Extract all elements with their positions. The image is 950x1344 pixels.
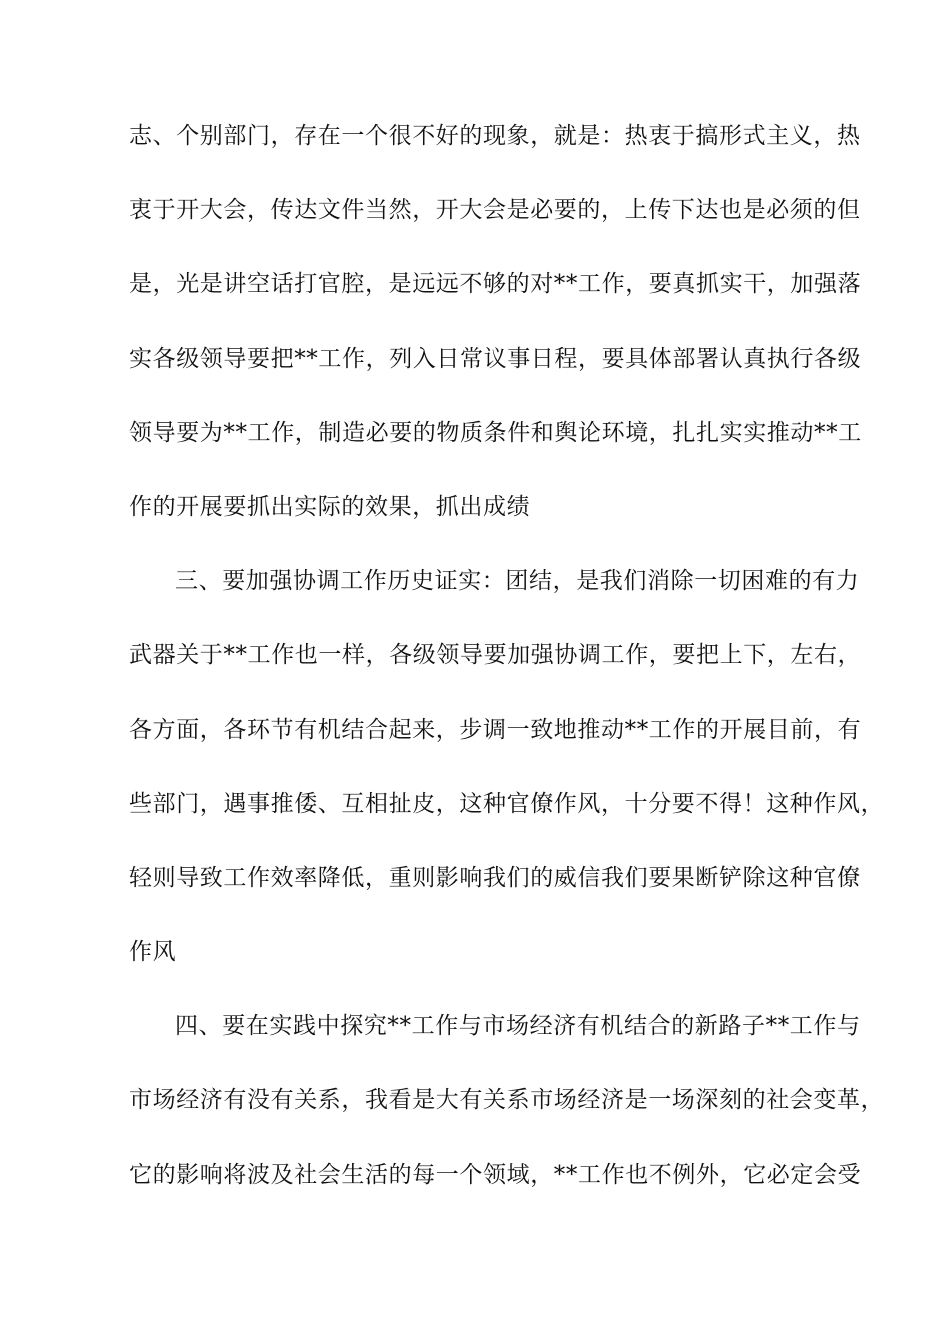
- paragraph-2-line-6: 作风: [129, 939, 177, 966]
- paragraph-2-line-2: 武器关于**工作也一样，各级领导要加强协调工作，要把上下，左右，: [129, 642, 862, 669]
- paragraph-1-line-3: 是，光是讲空话打官腔，是远远不够的对**工作，要真抓实干，加强落: [129, 271, 862, 298]
- paragraph-1-line-1: 志、个别部门，存在一个很不好的现象，就是：热衷于搞形式主义，热: [129, 123, 861, 149]
- paragraph-2-line-4: 些部门，遇事推倭、互相扯皮，这种官僚作风，十分要不得！这种作风，: [129, 790, 885, 817]
- paragraph-1-line-4: 实各级领导要把**工作，列入日常议事日程，要具体部署认真执行各级: [129, 345, 862, 372]
- paragraph-2-line-5: 轻则导致工作效率降低，重则影响我们的威信我们要果断铲除这种官僚: [129, 864, 861, 891]
- paragraph-3-line-3: 它的影响将波及社会生活的每一个领域，**工作也不例外，它必定会受: [129, 1161, 862, 1188]
- paragraph-2-line-1: 三、要加强协调工作历史证实：团结，是我们消除一切困难的有力: [175, 568, 860, 595]
- paragraph-3-line-1: 四、要在实践中探究**工作与市场经济有机结合的新路子**工作与: [175, 1013, 861, 1040]
- paragraph-1-line-5: 领导要为**工作，制造必要的物质条件和舆论环境，扎扎实实推动**工: [129, 419, 862, 446]
- paragraph-3-line-2: 市场经济有没有关系，我看是大有关系市场经济是一场深刻的社会变革，: [129, 1087, 885, 1114]
- paragraph-1-line-2: 衷于开大会，传达文件当然，开大会是必要的，上传下达也是必须的但: [129, 197, 861, 224]
- document-body: [129, 118, 885, 1231]
- paragraph-1-line-6: 作的开展要抓出实际的效果，抓出成绩: [129, 493, 531, 520]
- paragraph-2-line-3: 各方面，各环节有机结合起来，步调一致地推动**工作的开展目前，有: [129, 716, 862, 743]
